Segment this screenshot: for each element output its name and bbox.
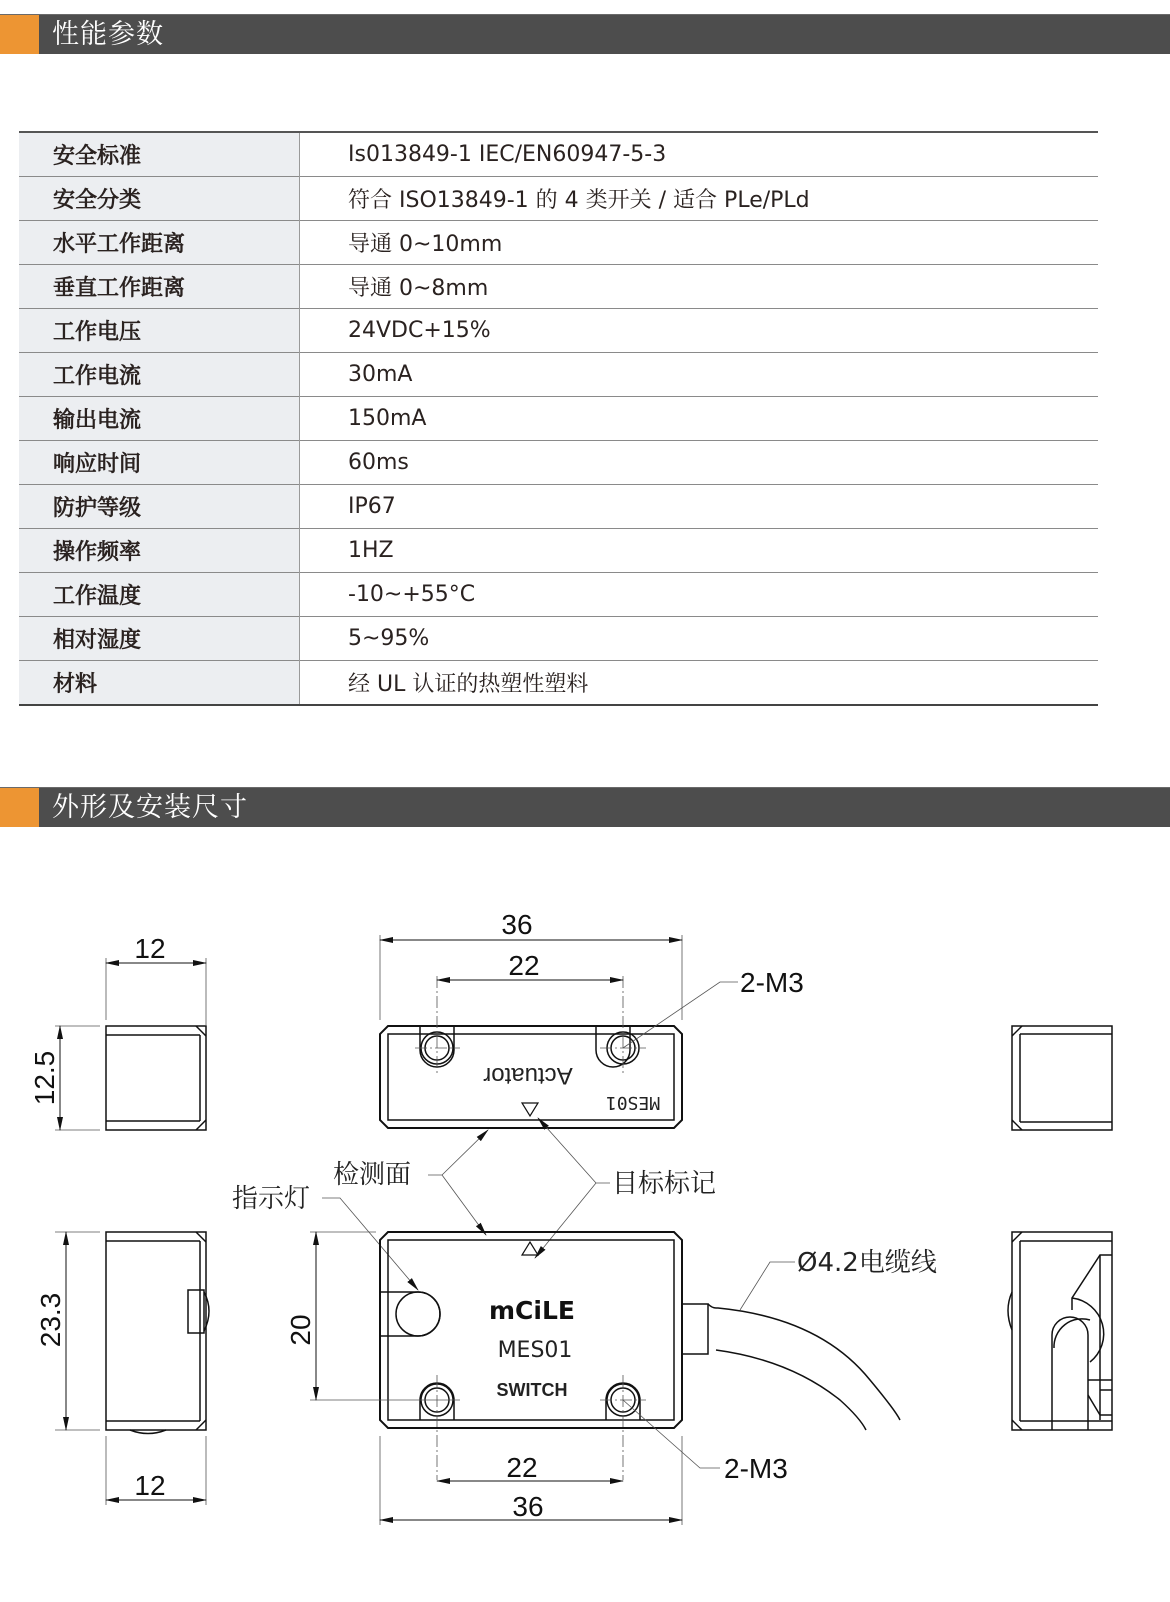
table-row — [19, 265, 1098, 309]
spec-value: 150mA — [348, 406, 427, 431]
callout-detect-face: 检测面 — [333, 1160, 412, 1190]
table-row — [19, 177, 1098, 221]
table-row — [19, 573, 1098, 617]
dimension-drawing — [0, 830, 1170, 1602]
switch-model: MES01 — [497, 1338, 573, 1363]
spec-label: 水平工作距离 — [19, 221, 300, 265]
brand-logo: mCiLE — [489, 1296, 575, 1325]
table-row — [19, 221, 1098, 265]
dim-switch-top-height: 20 — [285, 1314, 316, 1346]
header-accent — [0, 15, 39, 54]
callout-cable: Ø4.2电缆线 — [797, 1248, 937, 1278]
spec-label: 工作电流 — [19, 353, 300, 397]
switch-end-view — [1008, 1232, 1112, 1430]
spec-value: 经 UL 认证的热塑性塑料 — [348, 672, 589, 697]
actuator-marking: Actuator — [483, 1062, 573, 1089]
switch-side-view — [55, 1232, 209, 1505]
spec-label: 安全分类 — [19, 177, 300, 221]
spec-label: 相对湿度 — [19, 617, 300, 661]
callout-lines — [322, 1118, 610, 1290]
spec-label: 工作电压 — [19, 309, 300, 353]
actuator-end-view — [1012, 1026, 1112, 1130]
table-row — [19, 397, 1098, 441]
header-accent — [0, 788, 39, 827]
spec-value: 1HZ — [348, 538, 394, 563]
dim-switch-side-width: 12 — [134, 1470, 166, 1501]
spec-label: 垂直工作距离 — [19, 265, 300, 309]
spec-label: 操作频率 — [19, 529, 300, 573]
dim-actuator-height: 12.5 — [29, 1050, 60, 1106]
table-row — [19, 441, 1098, 485]
dim-switch-holes: 2-M3 — [724, 1453, 788, 1484]
spec-value: 5~95% — [348, 626, 430, 651]
section-header-dimensions — [0, 787, 1170, 827]
spec-value: IP67 — [348, 494, 396, 519]
spec-value: -10~+55°C — [348, 582, 476, 607]
table-row — [19, 617, 1098, 661]
actuator-model: MES01 — [605, 1092, 661, 1113]
switch-type-label: SWITCH — [496, 1380, 568, 1400]
dim-actuator-pitch: 22 — [508, 950, 540, 981]
dim-actuator-overall: 36 — [501, 909, 533, 940]
table-row — [19, 353, 1098, 397]
spec-label: 材料 — [19, 661, 300, 706]
spec-value: 导通 0~8mm — [348, 276, 489, 301]
spec-value: 60ms — [348, 450, 409, 475]
spec-label: 工作温度 — [19, 573, 300, 617]
actuator-top-view — [380, 935, 738, 1128]
spec-value: 符合 ISO13849-1 的 4 类开关 / 适合 PLe/PLd — [348, 188, 810, 213]
actuator-side-view — [55, 958, 206, 1130]
dim-switch-overall: 36 — [512, 1491, 544, 1522]
spec-label: 输出电流 — [19, 397, 300, 441]
section-title: 外形及安装尺寸 — [52, 792, 248, 823]
callout-indicator: 指示灯 — [232, 1184, 311, 1214]
dim-switch-pitch: 22 — [506, 1452, 538, 1483]
section-title: 性能参数 — [52, 19, 164, 50]
table-row — [19, 529, 1098, 573]
table-row — [19, 309, 1098, 353]
table-row — [19, 132, 1098, 177]
spec-value: 30mA — [348, 362, 413, 387]
table-row — [19, 485, 1098, 529]
spec-value: 导通 0~10mm — [348, 232, 503, 257]
spec-label: 安全标准 — [19, 132, 300, 177]
spec-label: 响应时间 — [19, 441, 300, 485]
spec-value: Is013849-1 IEC/EN60947-5-3 — [348, 142, 667, 167]
dim-actuator-holes: 2-M3 — [740, 967, 804, 998]
dim-actuator-width: 12 — [134, 933, 166, 964]
callout-target-mark: 目标标记 — [612, 1169, 717, 1199]
spec-label: 防护等级 — [19, 485, 300, 529]
section-header-performance — [0, 14, 1170, 54]
spec-table — [19, 131, 1098, 706]
spec-value: 24VDC+15% — [348, 318, 491, 343]
table-row — [19, 661, 1098, 706]
dim-switch-height: 23.3 — [35, 1292, 66, 1348]
